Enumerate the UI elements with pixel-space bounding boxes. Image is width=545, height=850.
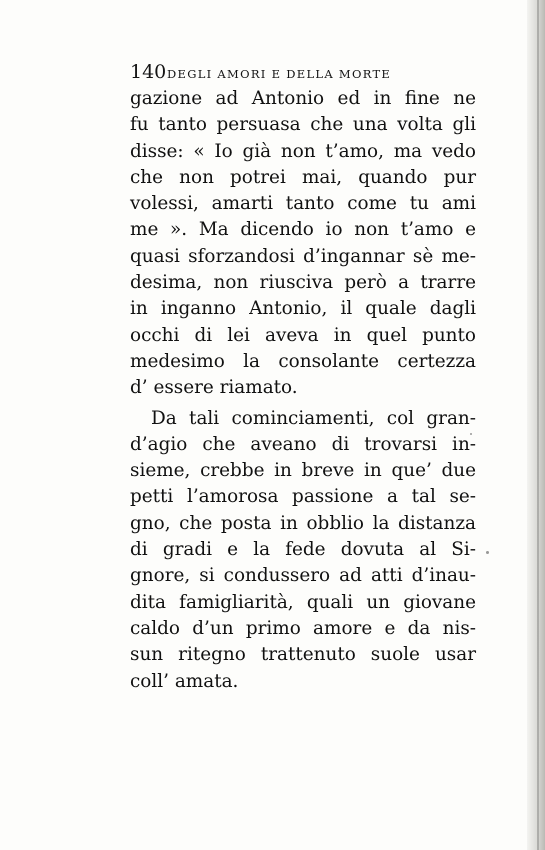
text-line: che non potrei mai, quando pur [130,166,476,188]
paragraph-1 [130,86,476,402]
text-line: gnore, si condussero ad atti d’inau- [130,565,476,587]
page-header [130,63,475,85]
text-line: coll’ amata. [130,670,239,692]
text-line: gno, che posta in obblio la distanza [130,512,476,534]
text-line: gazione ad Antonio ed in fine ne [130,88,476,109]
text-line: me ». Ma dicendo io non t’amo e [130,219,476,241]
page-fold-line [537,0,539,850]
running-title: DEGLI AMORI E DELLA MORTE [167,67,392,81]
text-line: desima, non riusciva però a trarre [130,272,476,294]
text-line: caldo d’un primo amore e da nis- [130,617,476,639]
text-line: dita famigliarità, quali un giovane [130,591,476,613]
text-line: sun ritegno trattenuto suole usar [130,644,476,666]
text-line: disse: « Io già non t’amo, ma vedo [130,140,476,162]
text-line: fu tanto persuasa che una volta gli [130,114,476,136]
text-line: quasi sforzandosi d’ingannar sè me- [130,245,476,267]
text-line: d’agio che aveano di trovarsi in- [130,433,476,455]
text-line: in inganno Antonio, il quale dagli [130,298,476,320]
page-edge-shadow [527,0,545,850]
paragraph-2 [130,406,476,695]
paper-speck [486,551,489,554]
text-line: Da tali cominciamenti, col gran- [151,407,476,429]
text-line: occhi di lei aveva in quel punto [130,324,476,346]
body-text [130,86,476,695]
text-line: d’ essere riamato. [130,377,298,399]
text-line: di gradi e la fede dovuta al Si- [130,539,476,561]
text-line: volessi, amarti tanto come tu ami [130,193,476,215]
text-line: sieme, crebbe in breve in que’ due [130,460,476,482]
text-line: petti l’amorosa passione a tal se- [130,486,476,508]
text-line: medesimo la consolante certezza [130,350,476,372]
page-number: 140 [130,61,167,83]
